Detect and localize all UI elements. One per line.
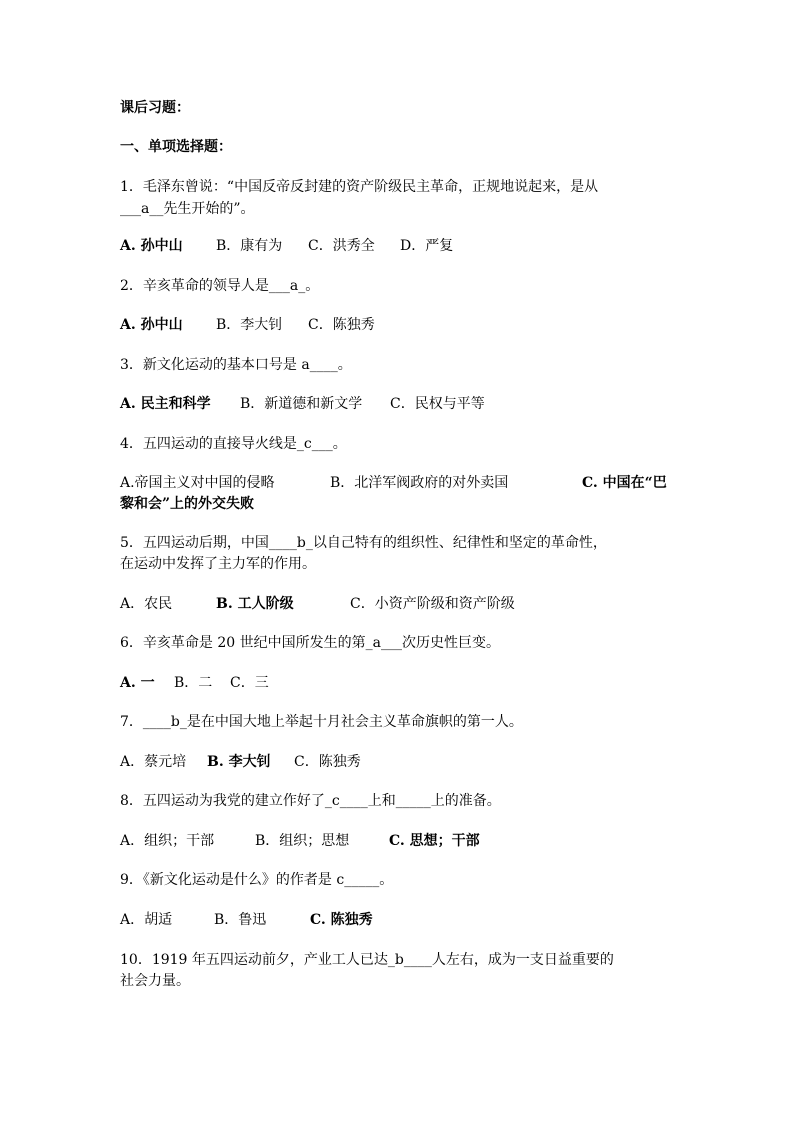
- option-c: C. 陈独秀: [310, 912, 373, 928]
- question-5-text: 5．五四运动后期，中国____b_以自己特有的组织性、纪律性和坚定的革命性，: [120, 535, 607, 551]
- option-a: A．蔡元培: [120, 754, 187, 770]
- option-a: A．胡适: [120, 912, 173, 928]
- section-heading: 一、单项选择题：: [120, 139, 232, 155]
- option-c: C. 思想；干部: [389, 833, 480, 849]
- option-b: B．康有为: [216, 238, 283, 254]
- question-7-options: [120, 752, 361, 772]
- option-c: C．洪秀全: [308, 238, 375, 254]
- question-4-options: [120, 473, 667, 493]
- option-b: B. 工人阶级: [216, 596, 294, 612]
- option-d: D．严复: [400, 238, 454, 254]
- option-b: B．组织；思想: [255, 833, 350, 849]
- option-a: A. 民主和科学: [120, 396, 211, 412]
- option-a: A. 孙中山: [120, 238, 183, 254]
- question-1-text-cont: ___a__先生开始的”。: [120, 201, 255, 217]
- question-2-options: [120, 315, 375, 335]
- question-10-text-cont: 社会力量。: [120, 973, 190, 989]
- option-b: B．鲁迅: [214, 912, 267, 928]
- question-9-text: 9．《新文化运动是什么》的作者是 c_____。: [120, 872, 394, 888]
- question-4-options-cont: 黎和会”上的外交失败: [120, 496, 255, 512]
- option-a: A. 一: [120, 675, 155, 691]
- option-c: C．陈独秀: [294, 754, 361, 770]
- option-c: C．三: [230, 675, 269, 691]
- option-b: B．新道德和新文学: [240, 396, 363, 412]
- question-7-text: 7．____b_是在中国大地上举起十月社会主义革命旗帜的第一人。: [120, 714, 523, 730]
- option-a: A.帝国主义对中国的侵略: [120, 475, 275, 491]
- question-8-options: [120, 831, 480, 851]
- option-c: C. 中国在“巴: [582, 475, 667, 491]
- question-3-text: 3．新文化运动的基本口号是 a____。: [120, 357, 352, 373]
- question-10-text: 10．1919 年五四运动前夕，产业工人已达_b____人左右，成为一支日益重要的: [120, 952, 614, 968]
- option-b: B．北洋军阀政府的对外卖国: [330, 475, 509, 491]
- question-5-text-cont: 在运动中发挥了主力军的作用。: [120, 556, 316, 572]
- question-9-options: [120, 910, 373, 930]
- question-6-options: [120, 673, 269, 693]
- option-c: C．小资产阶级和资产阶级: [350, 596, 515, 612]
- question-3-options: [120, 394, 485, 414]
- question-4-text: 4．五四运动的直接导火线是_c___。: [120, 436, 347, 452]
- option-a: A．组织；干部: [120, 833, 215, 849]
- option-c: C．民权与平等: [390, 396, 485, 412]
- option-c: C．陈独秀: [308, 317, 375, 333]
- question-5-options: [120, 594, 515, 614]
- option-b: B. 李大钊: [207, 754, 271, 770]
- question-2-text: 2．辛亥革命的领导人是___a_。: [120, 278, 320, 294]
- question-6-text: 6．辛亥革命是 20 世纪中国所发生的第_a___次历史性巨变。: [120, 635, 500, 651]
- question-1-options: [120, 236, 453, 256]
- question-8-text: 8．五四运动为我党的建立作好了_c____上和_____上的准备。: [120, 793, 501, 809]
- page-title: 课后习题：: [120, 100, 190, 116]
- option-a: A．农民: [120, 596, 173, 612]
- option-b: B．李大钊: [216, 317, 283, 333]
- option-a: A. 孙中山: [120, 317, 183, 333]
- question-1-text: 1．毛泽东曾说：“中国反帝反封建的资产阶级民主革命，正规地说起来，是从: [120, 179, 599, 195]
- option-b: B．二: [174, 675, 213, 691]
